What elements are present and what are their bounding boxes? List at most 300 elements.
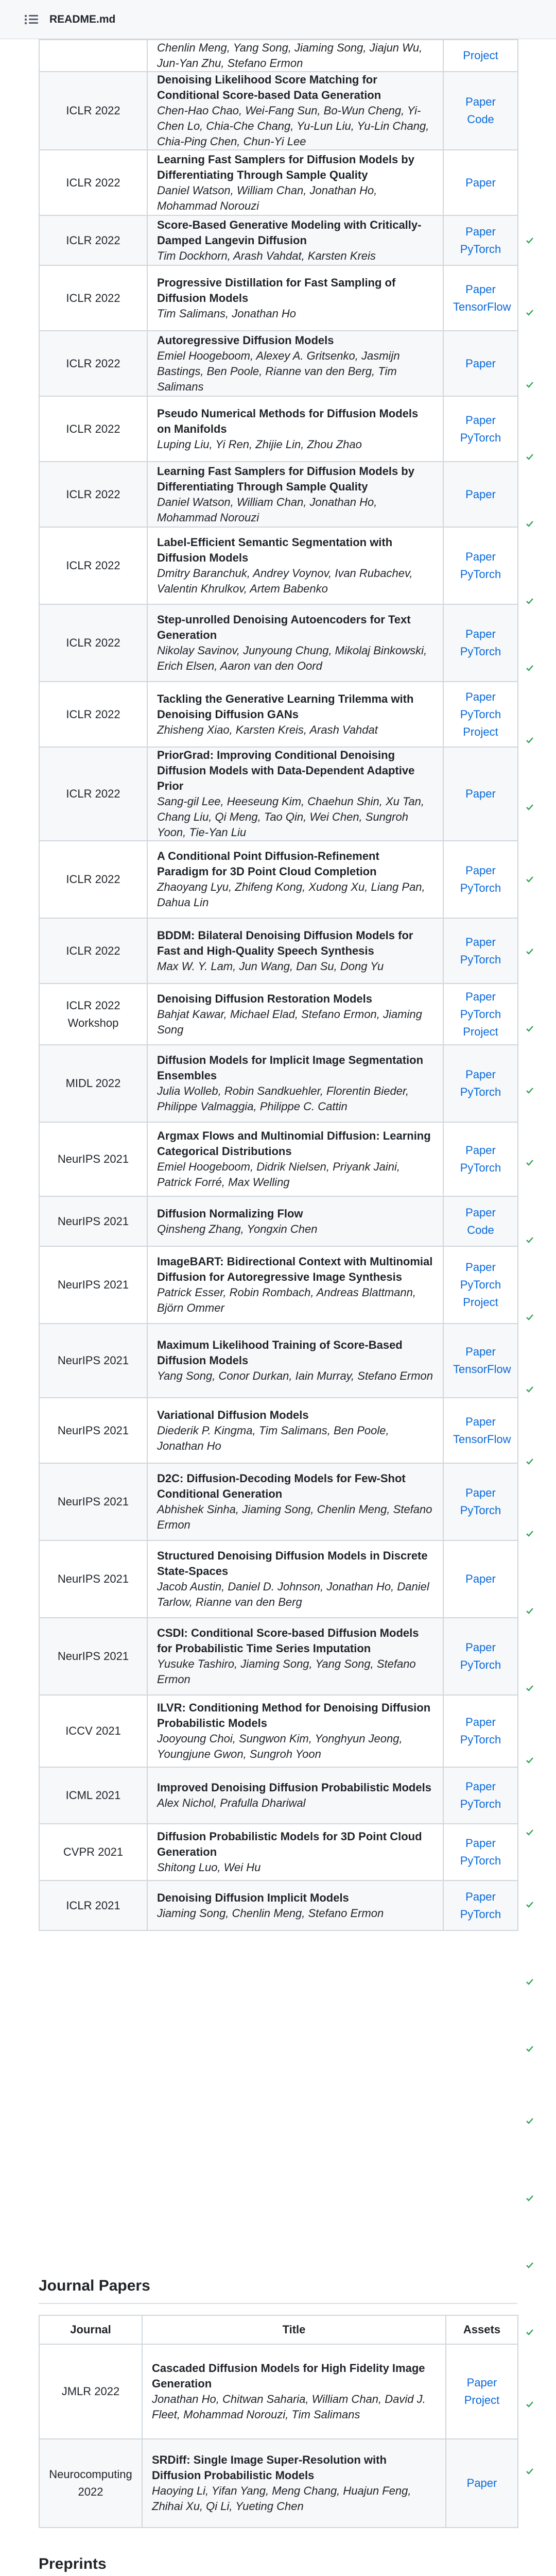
check-icon — [526, 1458, 533, 1465]
table-row — [39, 918, 518, 984]
check-column — [519, 0, 556, 2576]
venue-label: NeurIPS 2021 — [57, 1278, 129, 1291]
paper-title: Pseudo Numerical Methods for Diffusion Models on Manifolds — [157, 406, 419, 435]
paper-title: Tackling the Generative Learning Trilemma with Denoising Diffusion GANs — [157, 692, 414, 721]
column-header: Assets — [446, 2315, 518, 2344]
venue-label: CVPR 2021 — [63, 1845, 124, 1858]
asset-link-project[interactable]: Project — [463, 725, 498, 738]
check-icon — [526, 1386, 533, 1393]
asset-link-paper[interactable]: Paper — [465, 550, 496, 563]
paper-authors: Diederik P. Kingma, Tim Salimans, Ben Poole, Jonathan Ho — [157, 1423, 389, 1452]
venue-cell — [39, 150, 147, 215]
asset-link-project[interactable]: Project — [463, 49, 498, 62]
paper-title: Progressive Distillation for Fast Sampling of Diffusion Models — [157, 276, 396, 304]
check-icon — [526, 309, 533, 316]
paper-authors: Julia Wolleb, Robin Sandkuehler, Florentin Bieder, Philippe Valmaggia, Philippe C. Cattin — [157, 1084, 409, 1113]
venue-label: NeurIPS 2021 — [57, 1495, 129, 1508]
paper-authors: Jonathan Ho, Chitwan Saharia, William Chan, David J. Fleet, Mohammad Norouzi, Tim Salimans — [152, 2393, 426, 2421]
check-icon — [526, 2262, 533, 2269]
asset-link-paper[interactable]: Paper — [465, 1345, 496, 1358]
venue-cell — [39, 1122, 147, 1196]
asset-link-pytorch[interactable]: PyTorch — [460, 1798, 501, 1810]
table-row — [39, 2439, 518, 2528]
venue-label: ICLR 2022 — [66, 422, 120, 435]
table-row — [39, 1824, 518, 1880]
paper-title: Diffusion Models for Implicit Image Segmentation Ensembles — [157, 1054, 424, 1082]
asset-link-pytorch[interactable]: PyTorch — [460, 1733, 501, 1746]
asset-link-paper[interactable]: Paper — [465, 95, 496, 108]
assets-cell — [443, 396, 518, 462]
assets-cell — [443, 918, 518, 984]
venue-cell — [39, 1045, 147, 1122]
venue-cell — [39, 747, 147, 841]
paper-title: SRDiff: Single Image Super-Resolution with Diffusion Probabilistic Models — [152, 2453, 387, 2482]
title-cell — [147, 527, 443, 604]
table-row — [39, 265, 518, 331]
paper-authors: Jiaming Song, Chenlin Meng, Stefano Ermon — [157, 1906, 384, 1920]
title-cell — [147, 682, 443, 747]
venue-cell — [39, 1540, 147, 1618]
paper-title: Denoising Likelihood Score Matching for Conditional Score-based Data Generation — [157, 73, 381, 101]
table-row — [39, 1463, 518, 1540]
table-row — [39, 1880, 518, 1930]
table-row — [39, 1618, 518, 1695]
title-cell — [147, 1324, 443, 1398]
venue-label: Neurocomputing 2022 — [49, 2468, 132, 2498]
table-row — [39, 1398, 518, 1463]
title-cell — [147, 462, 443, 527]
venue-label: NeurIPS 2021 — [57, 1354, 129, 1367]
paper-title: Step-unrolled Denoising Autoencoders for Text Generation — [157, 613, 411, 641]
table-row — [39, 1695, 518, 1767]
paper-title: CSDI: Conditional Score-based Diffusion Models for Probabilistic Time Series Imputation — [157, 1626, 419, 1655]
asset-link-paper[interactable]: Paper — [465, 690, 496, 703]
table-row — [39, 150, 518, 215]
title-cell — [147, 1246, 443, 1324]
assets-cell — [443, 1196, 518, 1246]
paper-title: Argmax Flows and Multinomial Diffusion: Learning Categorical Distributions — [157, 1129, 431, 1158]
assets-cell — [443, 841, 518, 918]
table-row — [39, 984, 518, 1045]
venue-cell — [39, 396, 147, 462]
title-cell — [147, 1824, 443, 1880]
check-icon — [526, 2195, 533, 2202]
asset-link-pytorch[interactable]: PyTorch — [460, 1504, 501, 1517]
paper-title: Structured Denoising Diffusion Models in Discrete State-Spaces — [157, 1549, 428, 1578]
paper-authors: Daniel Watson, William Chan, Jonathan Ho, Mohammad Norouzi — [157, 183, 377, 212]
asset-link-paper[interactable]: Paper — [465, 225, 496, 238]
asset-link-pytorch[interactable]: PyTorch — [460, 1854, 501, 1867]
title-cell — [147, 150, 443, 215]
asset-link-pytorch[interactable]: PyTorch — [460, 568, 501, 581]
check-icon — [526, 2329, 533, 2336]
asset-link-paper[interactable]: Paper — [465, 1206, 496, 1219]
asset-link-project[interactable]: Project — [463, 1296, 498, 1309]
title-cell — [147, 1695, 443, 1767]
venue-cell — [39, 918, 147, 984]
paper-title: Learning Fast Samplers for Diffusion Models by Differentiating Through Sample Quality — [157, 152, 414, 181]
paper-authors: Luping Liu, Yi Ren, Zhijie Lin, Zhou Zhao — [157, 437, 362, 451]
title-cell — [147, 918, 443, 984]
paper-authors: Max W. Y. Lam, Jun Wang, Dan Su, Dong Yu — [157, 959, 384, 973]
section-divider — [39, 2303, 517, 2304]
venue-label: ICLR 2022 — [66, 291, 120, 304]
assets-cell — [443, 150, 518, 215]
assets-cell — [443, 527, 518, 604]
paper-authors: Yusuke Tashiro, Jiaming Song, Yang Song, Stefano Ermon — [157, 1657, 416, 1686]
asset-link-paper[interactable]: Paper — [465, 357, 496, 370]
table-row — [39, 1122, 518, 1196]
paper-authors: Dmitry Baranchuk, Andrey Voynov, Ivan Rubachev, Valentin Khrulkov, Artem Babenko — [157, 567, 413, 595]
table-row — [39, 604, 518, 682]
check-icon — [526, 1025, 533, 1032]
title-cell — [147, 396, 443, 462]
paper-authors: Bahjat Kawar, Michael Elad, Stefano Ermon, Jiaming Song — [157, 1007, 422, 1036]
column-header: Title — [142, 2315, 446, 2344]
table-row — [39, 72, 518, 150]
table-row — [39, 527, 518, 604]
paper-title: Label-Efficient Semantic Segmentation with Diffusion Models — [157, 536, 393, 564]
check-icon — [526, 665, 533, 672]
title-cell — [147, 1122, 443, 1196]
venue-label: NeurIPS 2021 — [57, 1153, 129, 1165]
paper-title: Maximum Likelihood Training of Score-Based Diffusion Models — [157, 1338, 403, 1367]
venue-label: ICLR 2022 — [66, 104, 120, 117]
assets-cell — [443, 1398, 518, 1463]
paper-title: Autoregressive Diffusion Models — [157, 333, 334, 347]
check-icon — [526, 1978, 533, 1986]
paper-title: ImageBART: Bidirectional Context with Multinomial Diffusion for Autoregressive Image Synthesis — [157, 1255, 433, 1283]
asset-link-pytorch[interactable]: PyTorch — [460, 242, 501, 256]
assets-cell — [443, 1695, 518, 1767]
venue-cell — [39, 527, 147, 604]
assets-cell — [443, 604, 518, 682]
venue-cell — [39, 841, 147, 918]
paper-authors: Tim Salimans, Jonathan Ho — [157, 307, 297, 320]
assets-cell — [443, 1324, 518, 1398]
paper-authors: Emiel Hoogeboom, Didrik Nielsen, Priyank Jaini, Patrick Forré, Max Welling — [157, 1160, 400, 1189]
assets-cell — [443, 1045, 518, 1122]
asset-link-project[interactable]: Project — [464, 2394, 500, 2406]
check-icon — [526, 1901, 533, 1908]
paper-authors: Emiel Hoogeboom, Alexey A. Gritsenko, Jasmijn Bastings, Ben Poole, Rianne van den Berg, Tim Salimans — [157, 349, 400, 393]
paper-authors: Nikolay Savinov, Junyoung Chung, Mikolaj Binkowski, Erich Elsen, Aaron van den Oord — [157, 644, 427, 672]
asset-link-paper[interactable]: Paper — [465, 1780, 496, 1793]
venue-cell — [39, 1880, 147, 1930]
check-icon — [526, 2401, 533, 2408]
asset-link-paper[interactable]: Paper — [465, 1837, 496, 1850]
title-cell — [147, 215, 443, 265]
paper-title: ILVR: Conditioning Method for Denoising Diffusion Probabilistic Models — [157, 1701, 431, 1730]
check-icon — [526, 1530, 533, 1537]
paper-authors: Zhisheng Xiao, Karsten Kreis, Arash Vahdat — [157, 723, 378, 736]
asset-link-pytorch[interactable]: PyTorch — [460, 953, 501, 966]
table-row — [39, 1196, 518, 1246]
paper-title: Diffusion Probabilistic Models for 3D Point Cloud Generation — [157, 1830, 422, 1858]
check-icon — [526, 453, 533, 461]
asset-link-paper[interactable]: Paper — [465, 1572, 496, 1585]
paper-title: Diffusion Normalizing Flow — [157, 1207, 303, 1220]
paper-title: Score-Based Generative Modeling with Critically-Damped Langevin Diffusion — [157, 218, 422, 247]
venue-cell — [39, 1695, 147, 1767]
title-cell — [147, 1767, 443, 1824]
asset-link-paper[interactable]: Paper — [466, 2376, 497, 2389]
table-row — [39, 1767, 518, 1824]
asset-link-paper[interactable]: Paper — [465, 787, 496, 800]
paper-authors: Patrick Esser, Robin Rombach, Andreas Blattmann, Björn Ommer — [157, 1286, 416, 1314]
paper-authors: Alex Nichol, Prafulla Dhariwal — [157, 1797, 306, 1809]
paper-authors: Chenlin Meng, Yang Song, Jiaming Song, Jiajun Wu, Jun-Yan Zhu, Stefano Ermon — [157, 41, 423, 70]
venue-cell — [39, 682, 147, 747]
venue-cell — [39, 40, 147, 72]
asset-link-pytorch[interactable]: PyTorch — [460, 1278, 501, 1291]
asset-link-paper[interactable]: Paper — [466, 2477, 497, 2489]
paper-title: A Conditional Point Diffusion-Refinement Paradigm for 3D Point Cloud Completion — [157, 850, 379, 878]
asset-link-paper[interactable]: Paper — [465, 1144, 496, 1157]
table-row — [39, 215, 518, 265]
venue-label: ICML 2021 — [65, 1789, 121, 1802]
asset-link-pytorch[interactable]: PyTorch — [460, 882, 501, 894]
venue-label: JMLR 2022 — [61, 2385, 120, 2398]
check-icon — [526, 737, 533, 744]
table-row — [39, 396, 518, 462]
check-icon — [526, 2468, 533, 2475]
assets-cell — [443, 1767, 518, 1824]
assets-cell — [446, 2344, 518, 2439]
table-row — [39, 2344, 518, 2439]
venue-label: ICLR 2022 — [66, 873, 120, 886]
venue-label: NeurIPS 2021 — [57, 1650, 129, 1663]
title-cell — [147, 984, 443, 1045]
check-icon — [526, 948, 533, 955]
check-icon — [526, 1829, 533, 1836]
asset-link-pytorch[interactable]: PyTorch — [460, 707, 501, 721]
check-icon — [526, 1087, 533, 1094]
assets-cell — [443, 1880, 518, 1930]
venue-cell — [39, 1246, 147, 1324]
assets-cell — [443, 1122, 518, 1196]
assets-cell — [443, 984, 518, 1045]
venue-label: ICLR 2022 — [66, 176, 120, 189]
paper-authors: Tim Dockhorn, Arash Vahdat, Karsten Kreis — [157, 249, 376, 262]
paper-authors: Sang-gil Lee, Heeseung Kim, Chaehun Shin, Xu Tan, Chang Liu, Qi Meng, Tao Qin, Wei Chen, Sungroh Yoon, Tie-Yan Liu — [157, 795, 424, 839]
assets-cell — [443, 331, 518, 396]
venue-label: ICLR 2022 — [66, 944, 120, 957]
check-icon — [526, 1159, 533, 1166]
assets-cell — [443, 265, 518, 331]
check-icon — [526, 1757, 533, 1764]
venue-cell — [39, 1398, 147, 1463]
venue-cell — [39, 462, 147, 527]
venue-label: ICLR 2022 — [66, 707, 120, 721]
table-row — [39, 331, 518, 396]
table-row — [39, 462, 518, 527]
title-cell — [147, 747, 443, 841]
check-icon — [526, 237, 533, 244]
table-row — [39, 1246, 518, 1324]
paper-authors: Zhaoyang Lyu, Zhifeng Kong, Xudong Xu, Liang Pan, Dahua Lin — [157, 880, 425, 909]
asset-link-pytorch[interactable]: PyTorch — [460, 431, 501, 444]
column-header: Journal — [39, 2315, 142, 2344]
asset-link-paper[interactable]: Paper — [465, 1890, 496, 1903]
venue-label: ICLR 2022 — [66, 636, 120, 649]
asset-link-pytorch[interactable]: PyTorch — [460, 645, 501, 658]
assets-cell — [443, 747, 518, 841]
venue-cell — [39, 2439, 142, 2528]
venue-label: ICLR 2022 — [66, 357, 120, 370]
venue-cell — [39, 1324, 147, 1398]
asset-link-paper[interactable]: Paper — [465, 176, 496, 189]
preprints-heading: Preprints — [39, 2555, 107, 2572]
check-icon — [526, 381, 533, 388]
asset-link-paper[interactable]: Paper — [465, 1068, 496, 1081]
venue-cell — [39, 1463, 147, 1540]
paper-authors: Daniel Watson, William Chan, Jonathan Ho, Mohammad Norouzi — [157, 495, 377, 524]
title-cell — [142, 2344, 446, 2439]
paper-authors: Chen-Hao Chao, Wei-Fang Sun, Bo-Wun Cheng, Yi-Chen Lo, Chia-Che Chang, Yu-Lun Liu, Yu-Lin Chang, Chia-Ping Chen, Chun-Yi Lee — [157, 104, 429, 148]
assets-cell — [443, 462, 518, 527]
paper-authors: Jooyoung Choi, Sungwon Kim, Yonghyun Jeong, Youngjune Gwon, Sungroh Yoon — [157, 1732, 403, 1760]
title-cell — [147, 1540, 443, 1618]
check-icon — [526, 520, 533, 528]
table-row — [39, 1540, 518, 1618]
assets-cell — [443, 215, 518, 265]
assets-cell — [443, 1246, 518, 1324]
paper-authors: Abhishek Sinha, Jiaming Song, Chenlin Meng, Stefano Ermon — [157, 1503, 432, 1531]
asset-link-paper[interactable]: Paper — [465, 1261, 496, 1274]
check-icon — [526, 876, 533, 883]
assets-cell — [443, 72, 518, 150]
asset-link-project[interactable]: Project — [463, 1025, 498, 1038]
venue-label: NeurIPS 2021 — [57, 1423, 129, 1437]
venue-label: MIDL 2022 — [65, 1077, 121, 1090]
table-row — [39, 1324, 518, 1398]
table-row — [39, 40, 518, 72]
assets-cell — [443, 1618, 518, 1695]
check-icon — [526, 1314, 533, 1321]
venue-cell — [39, 265, 147, 331]
check-icon — [526, 2045, 533, 2053]
table-row — [39, 747, 518, 841]
asset-link-code[interactable]: Code — [467, 1223, 494, 1236]
venue-label: ICLR 2022 Workshop — [66, 998, 120, 1029]
asset-link-tensorflow[interactable]: TensorFlow — [453, 1363, 511, 1376]
assets-cell — [443, 1463, 518, 1540]
paper-title: D2C: Diffusion-Decoding Models for Few-Shot Conditional Generation — [157, 1472, 406, 1500]
asset-link-paper[interactable]: Paper — [465, 628, 496, 640]
asset-link-paper[interactable]: Paper — [465, 413, 496, 427]
file-name: README.md — [49, 13, 116, 25]
asset-link-paper[interactable]: Paper — [465, 1716, 496, 1728]
venue-cell — [39, 331, 147, 396]
venue-label: ICLR 2021 — [66, 1899, 120, 1912]
paper-title: BDDM: Bilateral Denoising Diffusion Models for Fast and High-Quality Speech Synthesis — [157, 928, 413, 957]
check-icon — [526, 1685, 533, 1692]
assets-cell — [443, 682, 518, 747]
venue-cell — [39, 604, 147, 682]
venue-label: ICLR 2022 — [66, 787, 120, 800]
venue-label: NeurIPS 2021 — [57, 1572, 129, 1585]
title-cell — [147, 1398, 443, 1463]
asset-link-code[interactable]: Code — [467, 113, 494, 126]
check-icon — [526, 1607, 533, 1615]
title-cell — [147, 265, 443, 331]
asset-link-pytorch[interactable]: PyTorch — [460, 1907, 501, 1921]
asset-link-paper[interactable]: Paper — [465, 1486, 496, 1499]
venue-cell — [39, 984, 147, 1045]
venue-label: ICLR 2022 — [66, 487, 120, 501]
title-cell — [142, 2439, 446, 2528]
assets-cell — [443, 40, 518, 72]
assets-cell — [446, 2439, 518, 2528]
paper-title: Cascaded Diffusion Models for High Fidelity Image Generation — [152, 2362, 425, 2390]
asset-link-pytorch[interactable]: PyTorch — [460, 1658, 501, 1671]
title-cell — [147, 1463, 443, 1540]
paper-title: Denoising Diffusion Restoration Models — [157, 992, 373, 1005]
venue-cell — [39, 1824, 147, 1880]
paper-title: Denoising Diffusion Implicit Models — [157, 1891, 349, 1904]
assets-cell — [443, 1540, 518, 1618]
table-row — [39, 682, 518, 747]
paper-title: Variational Diffusion Models — [157, 1408, 309, 1421]
check-icon — [526, 1236, 533, 1244]
title-cell — [147, 1196, 443, 1246]
file-header — [0, 0, 556, 39]
asset-link-paper[interactable]: Paper — [465, 864, 496, 877]
venue-cell — [39, 1618, 147, 1695]
check-icon — [526, 804, 533, 811]
title-cell — [147, 72, 443, 150]
title-cell — [147, 841, 443, 918]
check-icon — [526, 598, 533, 605]
table-row — [39, 841, 518, 918]
paper-title: PriorGrad: Improving Conditional Denoising Diffusion Models with Data-Dependent Adaptive Prior — [157, 749, 415, 792]
conference-papers-table — [39, 39, 518, 1931]
paper-title: Improved Denoising Diffusion Probabilistic Models — [157, 1781, 431, 1794]
venue-cell — [39, 1196, 147, 1246]
asset-link-pytorch[interactable]: PyTorch — [460, 1161, 501, 1174]
venue-cell — [39, 2344, 142, 2439]
venue-label: ICCV 2021 — [65, 1724, 121, 1737]
paper-authors: Shitong Luo, Wei Hu — [157, 1861, 261, 1874]
paper-title: Learning Fast Samplers for Diffusion Models by Differentiating Through Sample Quality — [157, 464, 414, 493]
asset-link-tensorflow[interactable]: TensorFlow — [453, 1432, 511, 1446]
title-cell — [147, 1045, 443, 1122]
journal-papers-heading: Journal Papers — [39, 2277, 150, 2294]
asset-link-paper[interactable]: Paper — [465, 282, 496, 296]
asset-link-pytorch[interactable]: PyTorch — [460, 1086, 501, 1098]
journal-papers-table — [39, 2315, 518, 2528]
venue-label: ICLR 2022 — [66, 559, 120, 572]
check-icon — [526, 2117, 533, 2125]
asset-link-paper[interactable]: Paper — [465, 1415, 496, 1428]
asset-link-paper[interactable]: Paper — [465, 487, 496, 501]
asset-link-tensorflow[interactable]: TensorFlow — [453, 300, 511, 313]
title-cell — [147, 604, 443, 682]
assets-cell — [443, 1824, 518, 1880]
paper-authors: Haoying Li, Yifan Yang, Meng Chang, Huajun Feng, Zhihai Xu, Qi Li, Yueting Chen — [152, 2484, 411, 2513]
asset-link-paper[interactable]: Paper — [465, 935, 496, 948]
title-cell — [147, 1618, 443, 1695]
venue-label: ICLR 2022 — [66, 233, 120, 247]
asset-link-paper[interactable]: Paper — [465, 1641, 496, 1654]
title-cell — [147, 1880, 443, 1930]
list-icon[interactable] — [25, 14, 38, 25]
venue-cell — [39, 72, 147, 150]
title-cell — [147, 40, 443, 72]
asset-link-paper[interactable]: Paper — [465, 990, 496, 1003]
asset-link-pytorch[interactable]: PyTorch — [460, 1007, 501, 1021]
